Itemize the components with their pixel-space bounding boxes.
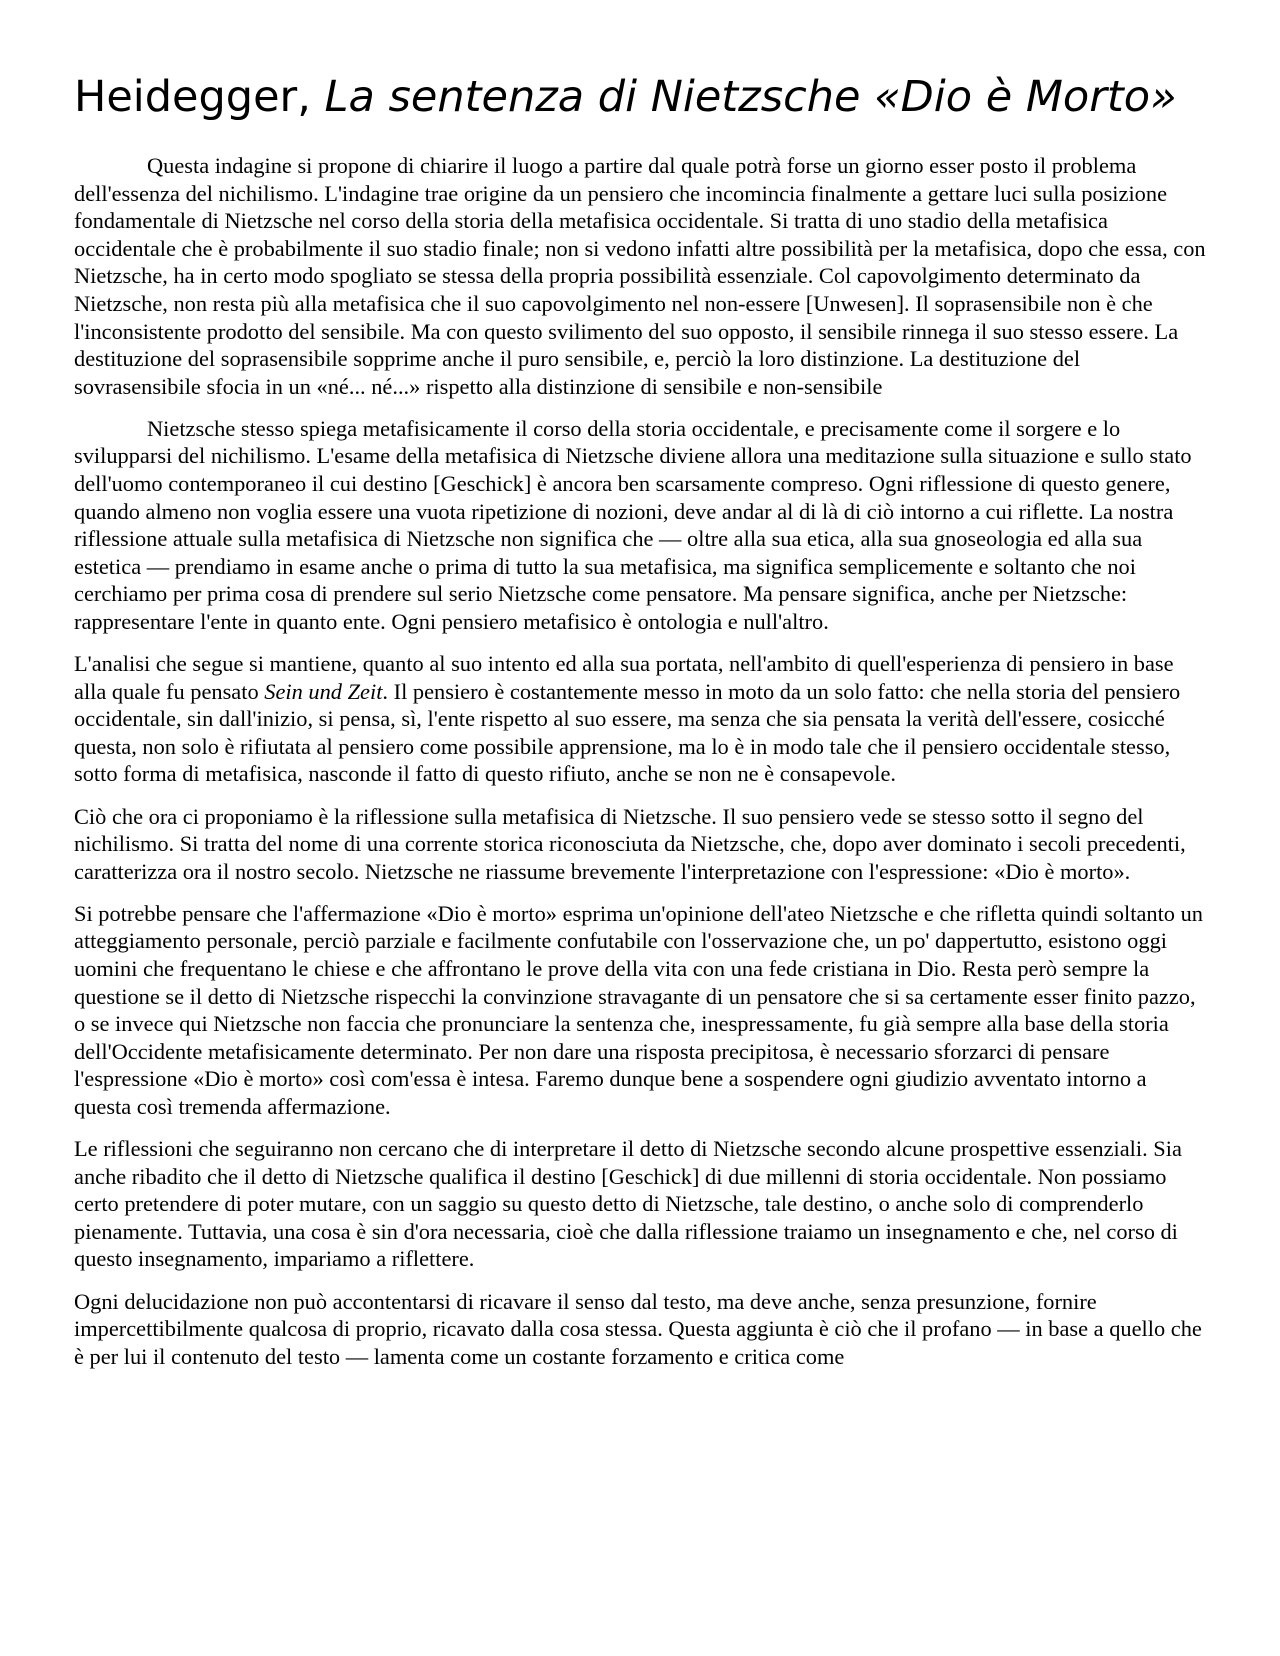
paragraph-6: Le riflessioni che seguiranno non cercano che di interpretare il detto di Nietzsche secondo alcune prospettive essenziali. Sia anche ribadito che il detto di Nietzsche qualifica il destino [Geschick] di due millenni di storia occidentale. Non possiamo certo pretendere di poter mutare, con un saggio su questo detto di Nietzsche, tale destino, o anche solo di comprenderlo pienamente. Tuttavia, una cosa è sin d'ora necessaria, cioè che dalla riflessione traiamo un insegnamento e che, nel corso di questo insegnamento, impariamo a riflettere. <box>74 1136 1182 1272</box>
title-work: La sentenza di Nietzsche «Dio è Morto» <box>324 72 1177 122</box>
paragraph-3-text-a: L'analisi che segue si mantiene, quanto al suo intento ed alla sua portata, nell'ambito di quell'esperienza di pensiero in base alla quale fu pensato <box>74 651 1174 704</box>
paragraph-7: Ogni delucidazione non può accontentarsi di ricavare il senso dal testo, ma deve anche, senza presunzione, fornire impercettibilmente qualcosa di proprio, ricavato dalla cosa stessa. Questa aggiunta è ciò che il profano — in base a quello che è per lui il contenuto del testo — lamenta come un costante forzamento e critica come <box>74 1288 1202 1369</box>
paragraph-1: Questa indagine si propone di chiarire il luogo a partire dal quale potrà forse un giorno esser posto il problema dell'essenza del nichilismo. L'indagine trae origine da un pensiero che incomincia finalmente a gettare luci sulla posizione fondamentale di Nietzsche nel corso della storia della metafisica occidentale. Si tratta di uno stadio della metafisica occidentale che è probabilmente il suo stadio finale; non si vedono infatti altre possibilità per la metafisica, dopo che essa, con Nietzsche, ha in certo modo spogliato se stessa della propria possibilità essenziale. Col capovolgimento determinato da Nietzsche, non resta più alla metafisica che il suo capovolgimento nel non-essere [Unwesen]. Il soprasensibile non è che l'inconsistente prodotto del sensibile. Ma con questo svilimento del suo opposto, il sensibile rinnega il suo stesso essere. La destituzione del soprasensibile sopprime anche il puro sensibile, e, perciò la loro distinzione. La destituzione del sovrasensibile sfocia in un «né... né...» rispetto alla distinzione di sensibile e non-sensibile <box>74 153 1206 399</box>
paragraph-3 <box>74 650 1206 788</box>
paragraph-4: Ciò che ora ci proponiamo è la riflessione sulla metafisica di Nietzsche. Il suo pensiero vede se stesso sotto il segno del nichilismo. Si tratta del nome di una corrente storica riconosciuta da Nietzsche, che, dopo aver dominato i secoli precedenti, caratterizza ora il nostro secolo. Nietzsche ne riassume brevemente l'interpretazione con l'espressione: «Dio è morto». <box>74 803 1186 884</box>
paragraph-3-book-title: Sein und Zeit <box>264 678 383 704</box>
paragraph-2: Nietzsche stesso spiega metafisicamente il corso della storia occidentale, e precisamente come il sorgere e lo svilupparsi del nichilismo. L'esame della metafisica di Nietzsche diviene allora una meditazione sulla situazione e sullo stato dell'uomo contemporaneo il cui destino [Geschick] è ancora ben scarsamente compreso. Ogni riflessione di questo genere, quando almeno non voglia essere una vuota ripetizione di nozioni, deve andar al di là di ciò intorno a cui riflette. La nostra riflessione attuale sulla metafisica di Nietzsche non significa che — oltre alla sua etica, alla sua gnoseologia ed alla sua estetica — prendiamo in esame anche o prima di tutto la sua metafisica, ma significa semplicemente e soltanto che noi cerchiamo per prima cosa di prendere sul serio Nietzsche come pensatore. Ma pensare significa, anche per Nietzsche: rappresentare l'ente in quanto ente. Ogni pensiero metafisico è ontologia e null'altro. <box>74 415 1192 634</box>
page-title <box>74 62 1206 132</box>
paragraph-5: Si potrebbe pensare che l'affermazione «Dio è morto» esprima un'opinione dell'ateo Nietzsche e che rifletta quindi soltanto un atteggiamento personale, perciò parziale e facilmente confutabile con l'osservazione che, un po' dappertutto, esistono oggi uomini che frequentano le chiese e che affrontano le prove della vita con una fede cristiana in Dio. Resta però sempre la questione se il detto di Nietzsche rispecchi la convinzione stravagante di un pensatore che si sa certamente esser finito pazzo, o se invece qui Nietzsche non faccia che pronunciare la sentenza che, inespressamente, fu già sempre alla base della storia dell'Occidente metafisicamente determinato. Per non dare una risposta precipitosa, è necessario sforzarci di pensare l'espressione «Dio è morto» così com'essa è intesa. Faremo dunque bene a sospendere ogni giudizio avventato intorno a questa così tremenda affermazione. <box>74 900 1203 1119</box>
paragraph-3-text-b: . Il pensiero è costantemente messo in moto da un solo fatto: che nella storia del pensiero occidentale, sin dall'inizio, si pensa, sì, l'ente rispetto al suo essere, ma senza che sia pensata la verità dell'essere, cosicché questa, non solo è rifiutata al pensiero come possibile apprensione, ma lo è in modo tale che il pensiero occidentale stesso, sotto forma di metafisica, nasconde il fatto di questo rifiuto, anche se non ne è consapevole. <box>74 678 1181 787</box>
document-page <box>74 62 1206 1385</box>
title-author: Heidegger, <box>74 72 325 122</box>
